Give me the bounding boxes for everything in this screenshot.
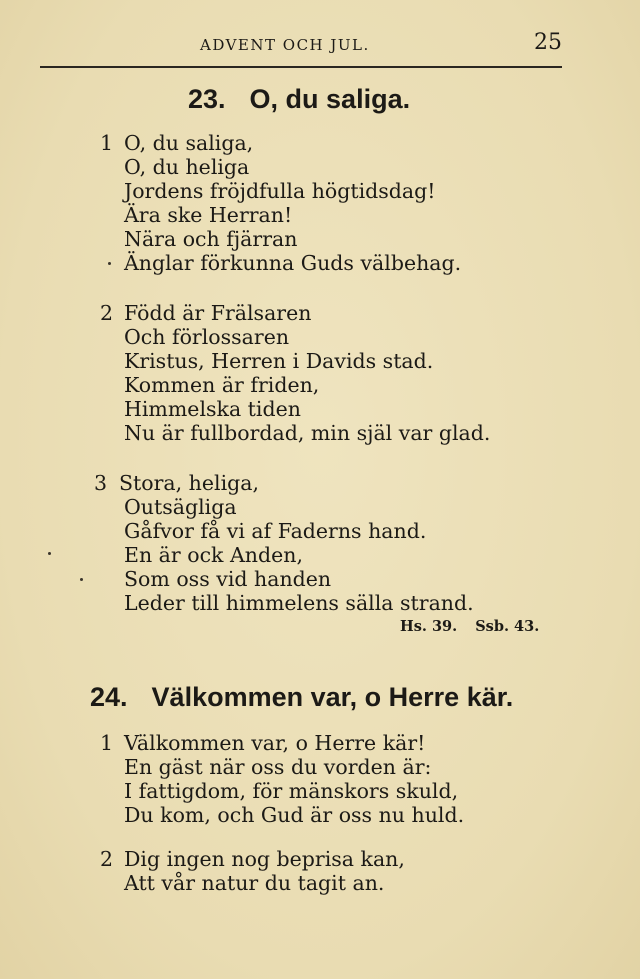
verse-line: O, du heliga — [124, 155, 250, 179]
tune-reference — [400, 618, 539, 635]
ink-speck — [108, 262, 111, 265]
verse-number: 1 — [100, 131, 114, 155]
verse-line: Som oss vid handen — [124, 567, 332, 591]
hymn-title-text: O, du saliga. — [249, 84, 411, 114]
verse-line: I fattigdom, för mänskors skuld, — [124, 779, 459, 803]
hymn-23-title — [188, 84, 410, 115]
verse-line: En gäst när oss du vorden är: — [124, 755, 432, 779]
header-rule — [40, 66, 562, 68]
verse-line: Himmelska tiden — [124, 397, 301, 421]
ink-speck — [80, 578, 83, 581]
verse-line: Nära och fjärran — [124, 227, 298, 251]
verse-line: Stora, heliga, — [119, 471, 259, 495]
verse-line: O, du saliga, — [124, 131, 254, 155]
reference-hs: Hs. 39. — [400, 618, 458, 635]
hymn-title-text: Välkommen var, o Herre kär. — [151, 682, 514, 712]
verse-line: Outsägliga — [124, 495, 237, 519]
hymn-number: 24. — [90, 682, 128, 712]
verse-line: Dig ingen nog beprisa kan, — [124, 847, 405, 871]
verse-number: 3 — [94, 471, 108, 495]
verse-line: Och förlossaren — [124, 325, 290, 349]
reference-ssb: Ssb. 43. — [475, 618, 540, 635]
verse-line: Gåfvor få vi af Faderns hand. — [124, 519, 427, 543]
verse-line: En är ock Anden, — [124, 543, 303, 567]
verse-line: Nu är fullbordad, min själ var glad. — [124, 421, 491, 445]
verse-line: Leder till himmelens sälla strand. — [124, 591, 474, 615]
verse-line: Att vår natur du tagit an. — [124, 871, 385, 895]
verse-line: Jordens fröjdfulla högtidsdag! — [124, 179, 436, 203]
verse-line: Ära ske Herran! — [124, 203, 293, 227]
verse-number: 2 — [100, 301, 114, 325]
verse-line: Kristus, Herren i Davids stad. — [124, 349, 434, 373]
verse-line: Änglar förkunna Guds välbehag. — [124, 251, 462, 275]
running-title: ADVENT OCH JUL. — [200, 36, 370, 54]
hymn-number: 23. — [188, 84, 226, 114]
verse-line: Född är Frälsaren — [124, 301, 312, 325]
ink-speck — [48, 552, 51, 555]
page-number: 25 — [534, 30, 562, 55]
verse-line: Välkommen var, o Herre kär! — [124, 731, 426, 755]
verse-line: Du kom, och Gud är oss nu huld. — [124, 803, 465, 827]
hymn-24-title — [90, 682, 513, 713]
verse-number: 2 — [100, 847, 114, 871]
verse-line: Kommen är friden, — [124, 373, 320, 397]
running-head — [0, 30, 640, 58]
verse-number: 1 — [100, 731, 114, 755]
